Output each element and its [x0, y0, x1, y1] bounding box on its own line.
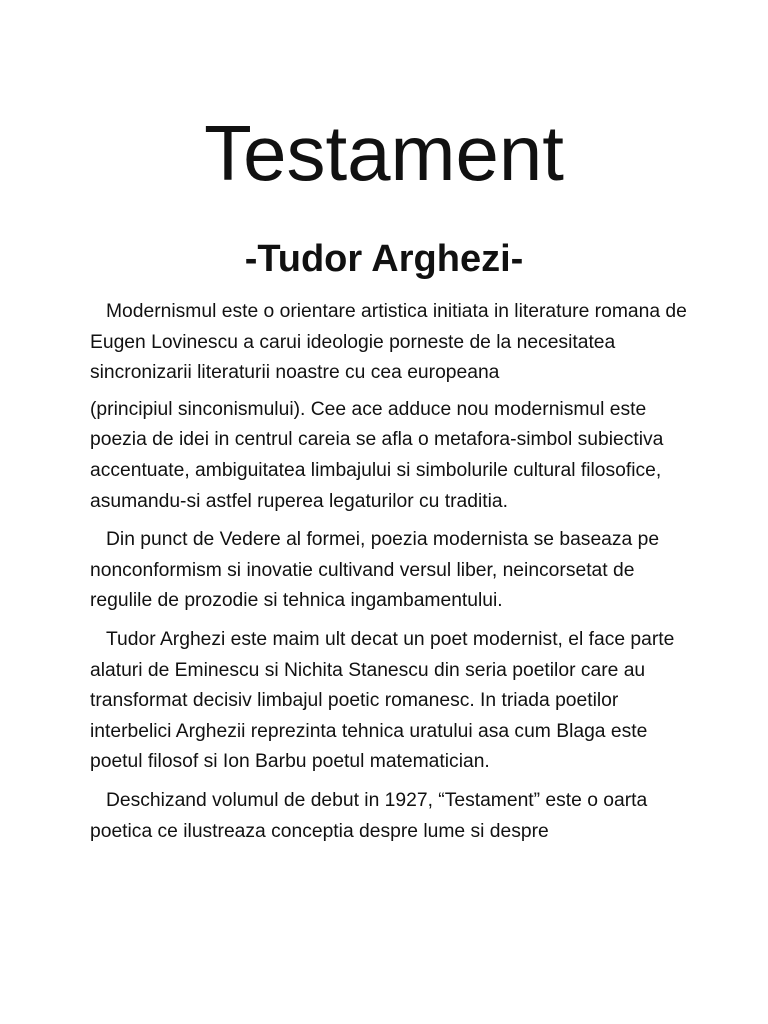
paragraph-testament: Deschizand volumul de debut in 1927, “Testament” este o oarta poetica ce ilustreaza conceptia despre lume si despre	[90, 789, 648, 842]
document-subtitle: -Tudor Arghezi-	[244, 238, 524, 280]
paragraph-arghezi: Tudor Arghezi este maim ult decat un poet modernist, el face parte alaturi de Eminescu si Nichita Stanescu din seria poetilor care au transformat decisiv limbajul poetic romanesc. In triada poetilor interbelici Arghezii reprezinta tehnica uratului asa cum Blaga este poetul filosof si Ion Barbu poetul matematician.	[90, 628, 675, 773]
document-body	[90, 297, 690, 855]
document-title: Testament	[204, 109, 564, 197]
paragraph-form: Din punct de Vedere al formei, poezia modernista se baseaza pe nonconformism si inovatie cultivand versul liber, neincorsetat de regulile de prozodie si tehnica ingambamentului.	[90, 529, 660, 612]
paragraph-modernism-intro: Modernismul este o orientare artistica initiata in literature romana de Eugen Lovinescu a carui ideologie porneste de la necesitatea sincronizarii literaturii noastre cu cea europeana	[90, 301, 687, 384]
paragraph-modernism-continued: (principiul sinconismului). Cee ace adduce nou modernismul este poezia de idei in centrul careia se afla o metafora-simbol subiectiva accentuate, ambiguitatea limbajului si simbolurile cultural filosofice, asumandu-si astfel ruperea legaturilor cu traditia.	[90, 398, 664, 512]
